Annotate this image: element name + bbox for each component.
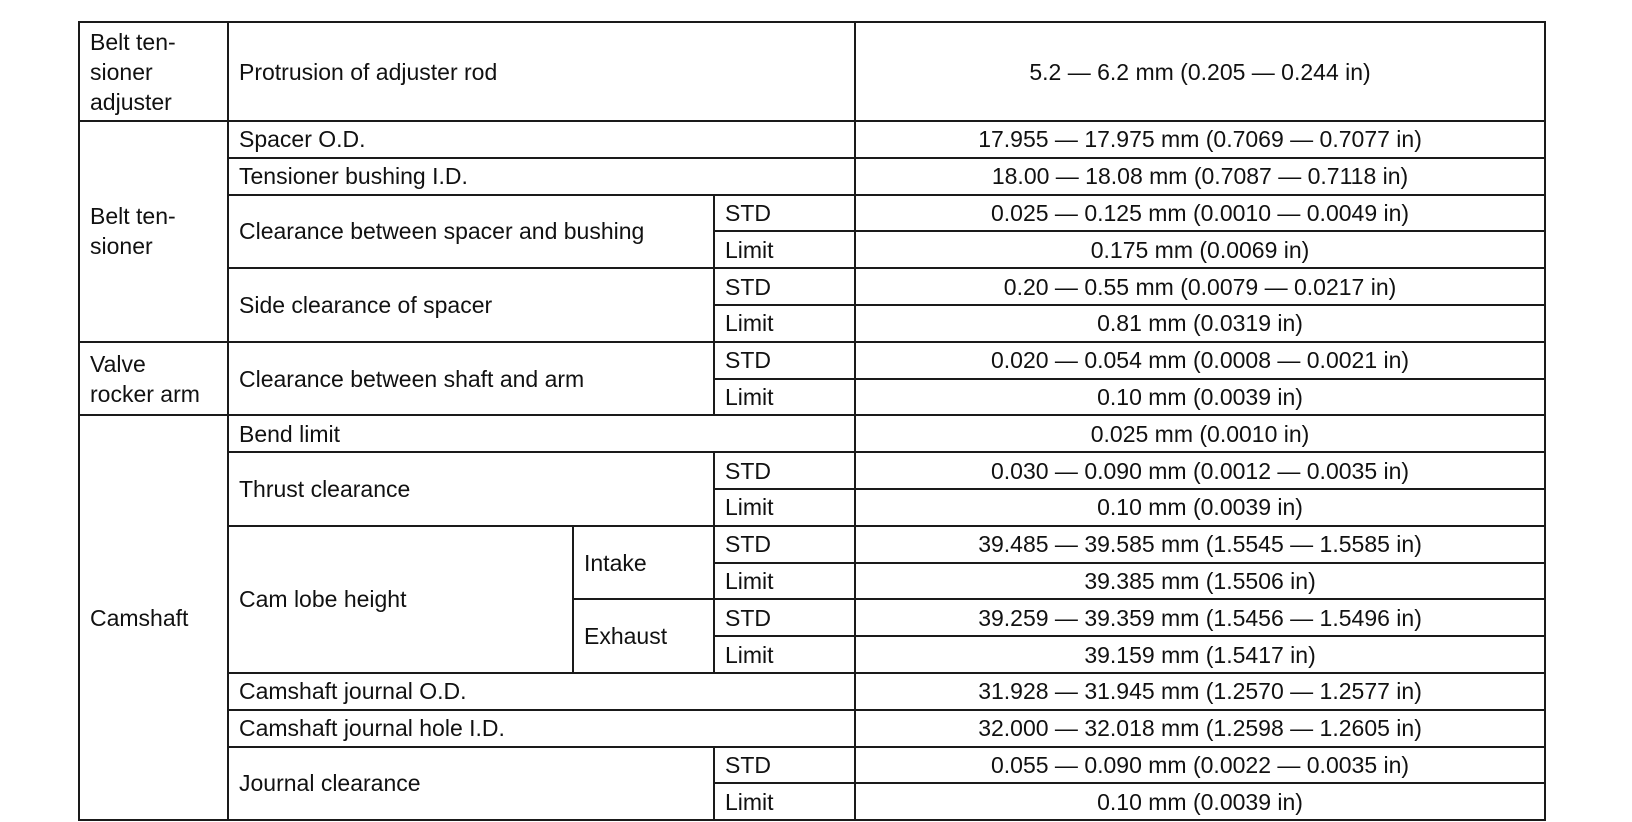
spec-value: 0.055 — 0.090 mm (0.0022 — 0.0035 in) <box>855 747 1545 784</box>
group-label-camshaft: Camshaft <box>79 415 228 820</box>
spec-value: 0.10 mm (0.0039 in) <box>855 783 1545 820</box>
grade-label: STD <box>714 452 855 489</box>
grade-label: Limit <box>714 231 855 268</box>
item-label: Journal clearance <box>228 747 714 821</box>
item-label: Spacer O.D. <box>228 121 855 158</box>
spec-value: 0.030 — 0.090 mm (0.0012 — 0.0035 in) <box>855 452 1545 489</box>
item-label: Protrusion of adjuster rod <box>228 22 855 121</box>
table-row <box>79 342 1545 379</box>
grade-label: Limit <box>714 783 855 820</box>
spec-value: 0.10 mm (0.0039 in) <box>855 379 1545 416</box>
table-row <box>79 268 1545 305</box>
item-label: Camshaft journal hole I.D. <box>228 710 855 747</box>
spec-value: 39.259 — 39.359 mm (1.5456 — 1.5496 in) <box>855 599 1545 636</box>
grade-label: Limit <box>714 305 855 342</box>
spec-value: 5.2 — 6.2 mm (0.205 — 0.244 in) <box>855 22 1545 121</box>
item-label: Clearance between spacer and bushing <box>228 195 714 269</box>
grade-label: Limit <box>714 489 855 526</box>
grade-label: STD <box>714 195 855 232</box>
item-label: Thrust clearance <box>228 452 714 526</box>
spec-value: 18.00 — 18.08 mm (0.7087 — 0.7118 in) <box>855 158 1545 195</box>
item-label: Side clearance of spacer <box>228 268 714 342</box>
spec-value: 39.485 — 39.585 mm (1.5545 — 1.5585 in) <box>855 526 1545 563</box>
spec-value: 0.20 — 0.55 mm (0.0079 — 0.0217 in) <box>855 268 1545 305</box>
table-row <box>79 22 1545 121</box>
grade-label: STD <box>714 599 855 636</box>
item-label: Bend limit <box>228 415 855 452</box>
group-label-valve-rocker-arm: Valve rocker arm <box>79 342 228 416</box>
spec-value: 0.10 mm (0.0039 in) <box>855 489 1545 526</box>
table-row <box>79 526 1545 563</box>
group-label-belt-tensioner: Belt ten- sioner <box>79 121 228 342</box>
grade-label: STD <box>714 526 855 563</box>
spec-value: 0.025 mm (0.0010 in) <box>855 415 1545 452</box>
table-row <box>79 673 1545 710</box>
item-label: Camshaft journal O.D. <box>228 673 855 710</box>
item-label: Cam lobe height <box>228 526 573 673</box>
spec-value: 39.385 mm (1.5506 in) <box>855 563 1545 600</box>
grade-label: Limit <box>714 636 855 673</box>
spec-value: 0.025 — 0.125 mm (0.0010 — 0.0049 in) <box>855 195 1545 232</box>
grade-label: STD <box>714 268 855 305</box>
spec-value: 0.81 mm (0.0319 in) <box>855 305 1545 342</box>
grade-label: STD <box>714 342 855 379</box>
table-row <box>79 452 1545 489</box>
item-label: Tensioner bushing I.D. <box>228 158 855 195</box>
spec-value: 0.020 — 0.054 mm (0.0008 — 0.0021 in) <box>855 342 1545 379</box>
table-row <box>79 121 1545 158</box>
spec-value: 31.928 — 31.945 mm (1.2570 — 1.2577 in) <box>855 673 1545 710</box>
spec-value: 32.000 — 32.018 mm (1.2598 — 1.2605 in) <box>855 710 1545 747</box>
grade-label: STD <box>714 747 855 784</box>
specifications-table <box>78 21 1546 821</box>
table-row <box>79 415 1545 452</box>
table-row <box>79 195 1545 232</box>
spec-value: 0.175 mm (0.0069 in) <box>855 231 1545 268</box>
table-row <box>79 747 1545 784</box>
sub-item-label: Exhaust <box>573 599 714 673</box>
sub-item-label: Intake <box>573 526 714 600</box>
table-row <box>79 158 1545 195</box>
grade-label: Limit <box>714 379 855 416</box>
table-row <box>79 710 1545 747</box>
spec-value: 17.955 — 17.975 mm (0.7069 — 0.7077 in) <box>855 121 1545 158</box>
group-label-belt-tensioner-adjuster: Belt ten- sioner adjuster <box>79 22 228 121</box>
grade-label: Limit <box>714 563 855 600</box>
spec-value: 39.159 mm (1.5417 in) <box>855 636 1545 673</box>
item-label: Clearance between shaft and arm <box>228 342 714 416</box>
